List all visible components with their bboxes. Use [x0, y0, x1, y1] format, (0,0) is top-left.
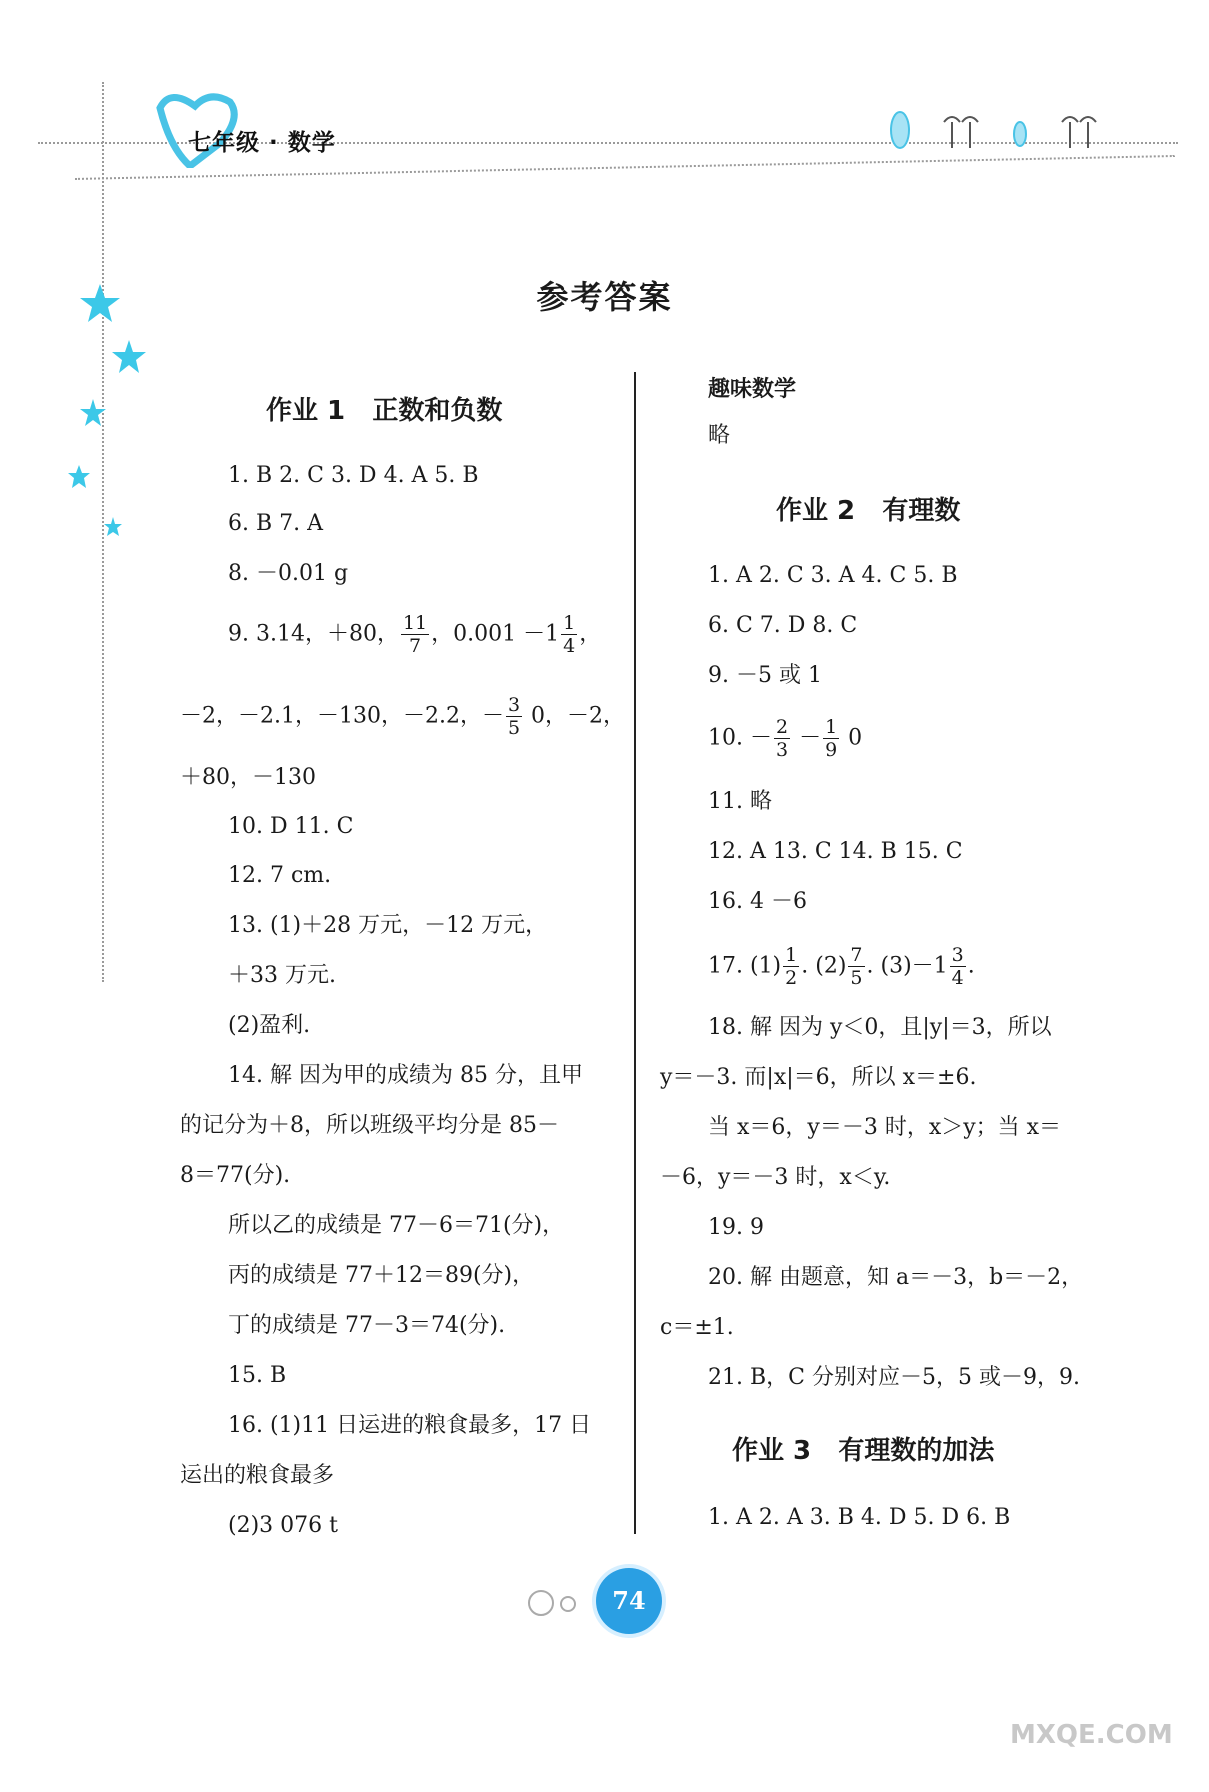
answer-line — [708, 944, 975, 989]
answer-line: 丁的成绩是 77－3＝74(分). — [228, 1313, 506, 1338]
answer-line: y＝－3. 而|x|＝6，所以 x＝±6. — [660, 1065, 977, 1090]
answer-line: 14. 解 因为甲的成绩为 85 分，且甲 — [228, 1063, 583, 1088]
fraction — [506, 694, 522, 739]
fraction — [561, 612, 577, 657]
text-segment: 0，－2， — [524, 703, 626, 729]
answer-line: 16. (1)11 日运进的粮食最多，17 日 — [228, 1413, 592, 1438]
answer-line: 6. C 7. D 8. C — [708, 613, 858, 638]
numerator: 7 — [850, 944, 863, 966]
answer-line: 19. 9 — [708, 1215, 764, 1240]
section-name: 有理数的加法 — [838, 1436, 995, 1466]
answer-line: ＋33 万元. — [228, 963, 336, 988]
answer-line: 8＝77(分). — [180, 1163, 291, 1188]
text-segment: 17. (1) — [708, 953, 782, 979]
denominator: 7 — [409, 635, 422, 657]
numerator: 3 — [507, 694, 521, 716]
denominator: 4 — [951, 967, 964, 989]
section-name: 正数和负数 — [372, 396, 503, 426]
fraction — [401, 612, 429, 657]
numerator: 3 — [951, 944, 964, 966]
denominator: 9 — [825, 739, 838, 761]
answer-line: 21. B，C 分别对应－5，5 或－9，9. — [708, 1365, 1080, 1390]
text-segment: ， — [579, 621, 602, 647]
section-number: 作业 3 — [732, 1436, 812, 1466]
fraction — [848, 944, 864, 989]
numerator: 11 — [402, 612, 428, 634]
denominator: 5 — [850, 967, 863, 989]
answer-line: 12. A 13. C 14. B 15. C — [708, 839, 963, 864]
answer-line: 10. D 11. C — [228, 814, 354, 839]
text-segment: . (3)－1 — [866, 953, 948, 979]
answer-line: 20. 解 由题意，知 a＝－3，b＝－2， — [708, 1265, 1084, 1290]
tulip-decoration-icon — [880, 108, 1110, 154]
fraction — [783, 944, 799, 989]
answer-line: 所以乙的成绩是 77－6＝71(分)， — [228, 1213, 565, 1238]
answer-line: 运出的粮食最多 — [180, 1463, 335, 1488]
decorative-ring — [528, 1590, 554, 1616]
text-segment: ，0.001 －1 — [431, 621, 560, 647]
section-number: 作业 2 — [776, 496, 856, 526]
answer-line: －6，y＝－3 时，x＜y. — [660, 1165, 891, 1190]
answer-line: 13. (1)＋28 万元，－12 万元， — [228, 913, 548, 938]
answer-line: 1. B 2. C 3. D 4. A 5. B — [228, 463, 479, 488]
fraction — [774, 716, 790, 761]
page-number: 74 — [596, 1568, 662, 1634]
answer-line-q9 — [228, 612, 601, 657]
star-icon — [110, 338, 148, 376]
answer-line — [708, 716, 862, 761]
denominator: 5 — [507, 717, 521, 739]
watermark: MXQE.COM — [1010, 1720, 1173, 1750]
section-heading-2 — [776, 490, 960, 527]
text-segment: － — [792, 725, 822, 751]
numerator: 2 — [775, 716, 789, 738]
star-icon — [102, 516, 124, 538]
answer-line: c＝±1. — [660, 1315, 734, 1340]
answer-line: (2)盈利. — [228, 1013, 311, 1038]
answer-line: (2)3 076 t — [228, 1513, 338, 1538]
answer-line: 15. B — [228, 1363, 287, 1388]
answer-line: 的记分为＋8，所以班级平均分是 85－ — [180, 1113, 559, 1138]
text-segment: . (2) — [801, 953, 847, 979]
column-divider — [634, 372, 636, 1534]
section-number: 作业 1 — [266, 396, 346, 426]
answer-line: 1. A 2. A 3. B 4. D 5. D 6. B — [708, 1505, 1011, 1530]
star-icon — [66, 464, 92, 490]
section-heading-3 — [732, 1430, 994, 1467]
fun-math-heading: 趣味数学 — [708, 377, 797, 402]
answer-line: 9. －5 或 1 — [708, 663, 822, 688]
answer-line: 1. A 2. C 3. A 4. C 5. B — [708, 563, 958, 588]
star-icon — [78, 398, 108, 428]
text-segment: 0 — [841, 725, 863, 751]
numerator: 1 — [825, 716, 838, 738]
answer-line: 16. 4 －6 — [708, 889, 807, 914]
decorative-ring — [560, 1596, 576, 1612]
fraction — [950, 944, 966, 989]
section-name: 有理数 — [882, 496, 961, 526]
answer-line: ＋80，－130 — [180, 765, 316, 790]
numerator: 1 — [785, 944, 798, 966]
answer-line — [180, 694, 625, 739]
text-segment: 10. － — [708, 725, 772, 751]
answer-line: 当 x＝6，y＝－3 时，x＞y；当 x＝ — [708, 1115, 1062, 1140]
section-heading-1 — [266, 390, 502, 427]
answer-line: 丙的成绩是 77＋12＝89(分)， — [228, 1263, 535, 1288]
answer-line: 11. 略 — [708, 789, 772, 814]
denominator: 3 — [775, 739, 789, 761]
fraction — [823, 716, 839, 761]
numerator: 1 — [563, 612, 576, 634]
answer-line: 18. 解 因为 y＜0，且|y|＝3，所以 — [708, 1015, 1052, 1040]
denominator: 2 — [785, 967, 798, 989]
text-segment: －2，－2.1，－130，－2.2，－ — [180, 703, 504, 729]
denominator: 4 — [563, 635, 576, 657]
answer-line: 6. B 7. A — [228, 511, 324, 536]
answer-line: 8. －0.01 g — [228, 561, 349, 586]
answer-line: 略 — [708, 423, 731, 448]
text-segment: . — [967, 953, 975, 979]
grade-subject-label: 七年级 · 数学 — [188, 130, 336, 156]
answer-line: 12. 7 cm. — [228, 863, 332, 888]
page-title: 参考答案 — [536, 278, 673, 316]
text-segment: 9. 3.14，＋80， — [228, 621, 399, 647]
